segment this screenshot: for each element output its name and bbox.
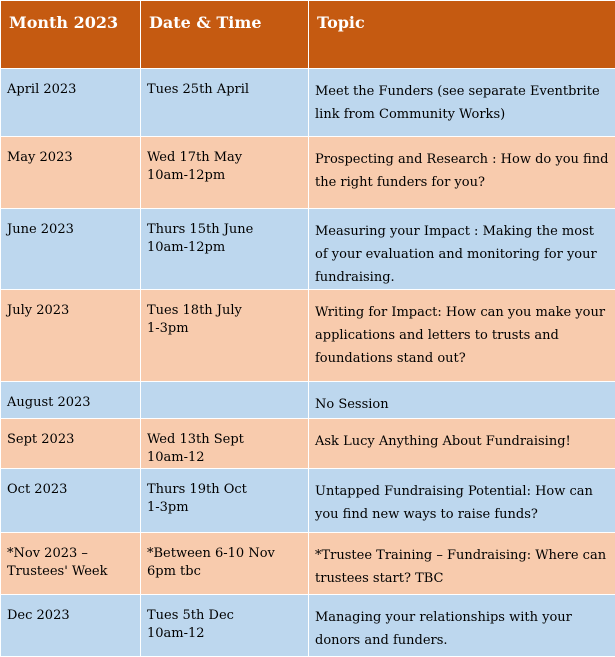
cell-month: *Nov 2023 – Trustees' Week <box>1 533 141 595</box>
cell-month: Sept 2023 <box>1 419 141 469</box>
cell-month: June 2023 <box>1 209 141 290</box>
cell-date-time <box>141 290 309 382</box>
cell-topic: Ask Lucy Anything About Fundraising! <box>309 419 615 469</box>
cell-month: August 2023 <box>1 382 141 419</box>
cell-month: May 2023 <box>1 137 141 209</box>
cell-date-time <box>141 382 309 419</box>
cell-month: Oct 2023 <box>1 469 141 533</box>
table-body <box>1 69 615 657</box>
table-row-june <box>1 209 615 290</box>
date-line: Tues 5th Dec <box>147 607 302 625</box>
time-line: 10am-12 <box>147 449 302 467</box>
table-header <box>1 1 615 69</box>
cell-topic: No Session <box>309 382 615 419</box>
cell-topic: Writing for Impact: How can you make your applications and letters to trusts and foundations stand out? <box>309 290 615 382</box>
header-month: Month 2023 <box>1 1 141 69</box>
cell-date-time <box>141 469 309 533</box>
date-line: Wed 17th May <box>147 149 302 167</box>
table-row-nov <box>1 533 615 595</box>
time-line: 10am-12 <box>147 625 302 643</box>
cell-topic: Managing your relationships with your donors and funders. <box>309 595 615 657</box>
table-row-dec <box>1 595 615 657</box>
header-row <box>1 1 615 69</box>
cell-date-time <box>141 533 309 595</box>
time-line: 6pm tbc <box>147 563 302 581</box>
date-line: Tues 25th April <box>147 81 302 99</box>
cell-topic: *Trustee Training – Fundraising: Where can trustees start? TBC <box>309 533 615 595</box>
time-line: 1-3pm <box>147 499 302 517</box>
table-row-may <box>1 137 615 209</box>
cell-date-time <box>141 137 309 209</box>
cell-date-time <box>141 419 309 469</box>
date-line: *Between 6-10 Nov <box>147 545 302 563</box>
time-line: 10am-12pm <box>147 239 302 257</box>
table-row-oct <box>1 469 615 533</box>
cell-topic: Measuring your Impact : Making the most of your evaluation and monitoring for your fundraising. <box>309 209 615 290</box>
cell-month: April 2023 <box>1 69 141 137</box>
cell-month: Dec 2023 <box>1 595 141 657</box>
time-line: 10am-12pm <box>147 167 302 185</box>
header-date-time: Date & Time <box>141 1 309 69</box>
table-row-august <box>1 382 615 419</box>
time-line: 1-3pm <box>147 320 302 338</box>
cell-topic: Meet the Funders (see separate Eventbrite link from Community Works) <box>309 69 615 137</box>
date-line: Thurs 19th Oct <box>147 481 302 499</box>
cell-topic: Untapped Fundraising Potential: How can you find new ways to raise funds? <box>309 469 615 533</box>
date-line: Wed 13th Sept <box>147 431 302 449</box>
date-line: Tues 18th July <box>147 302 302 320</box>
date-line: Thurs 15th June <box>147 221 302 239</box>
cell-date-time <box>141 595 309 657</box>
cell-month: July 2023 <box>1 290 141 382</box>
table-row-sept <box>1 419 615 469</box>
cell-topic: Prospecting and Research : How do you find the right funders for you? <box>309 137 615 209</box>
cell-date-time <box>141 209 309 290</box>
table-row-april <box>1 69 615 137</box>
cell-date-time <box>141 69 309 137</box>
header-topic: Topic <box>309 1 615 69</box>
table-row-july <box>1 290 615 382</box>
